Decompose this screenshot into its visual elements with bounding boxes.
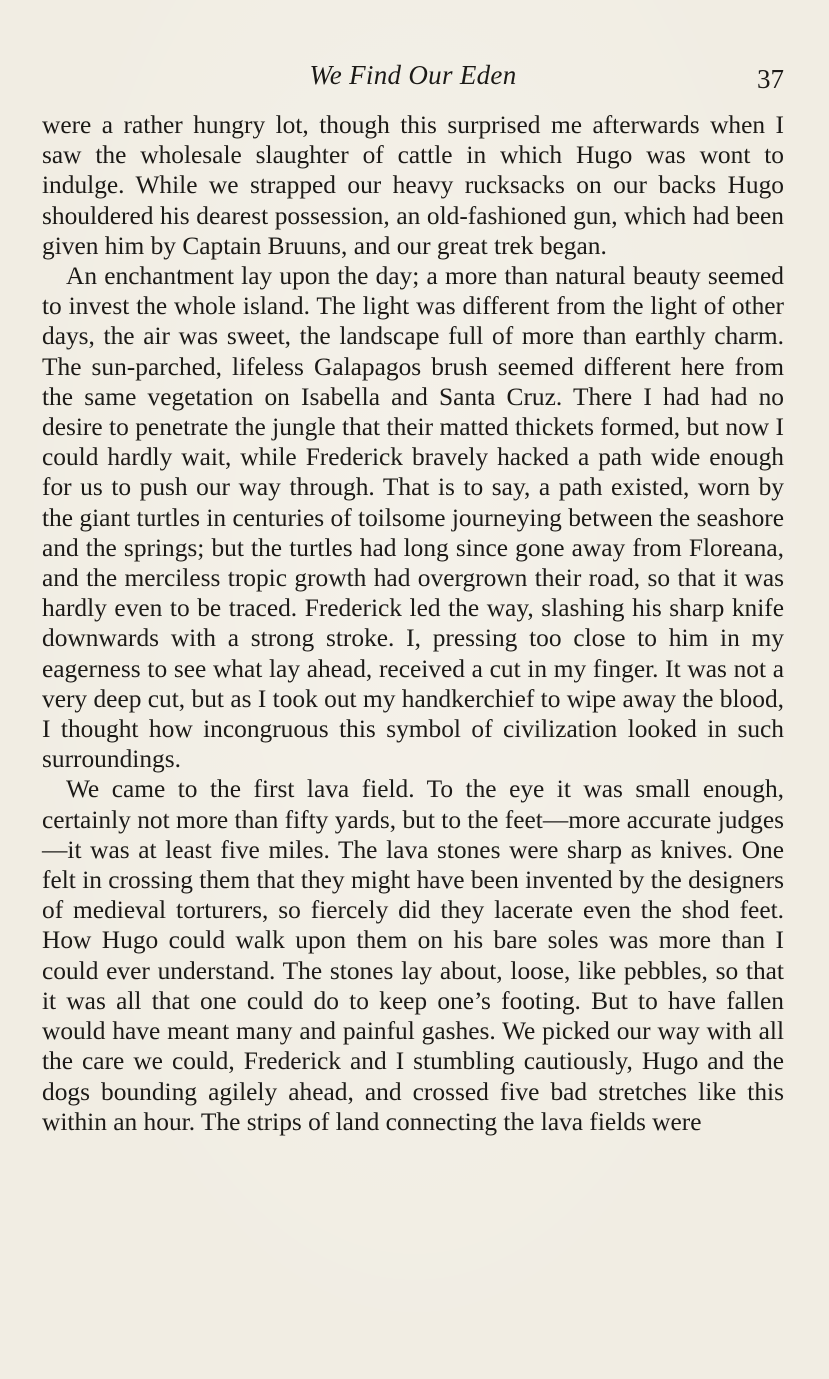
paragraph: We came to the first lava field. To the eye it was small enough, certainly not more than fifty yards, but to the feet—more accurate judges—it was at least five miles. The lava stones were sharp as knives. One felt in crossing them that they might have been invented by the designers of medieval torturers, so fiercely did they lacerate even the shod feet. How Hugo could walk upon them on his bare soles was more than I could ever understand. The stones lay about, loose, like pebbles, so that it was all that one could do to keep one’s footing. But to have fallen would have meant many and painful gashes. We picked our way with all the care we could, Frederick and I stumbling cautiously, Hugo and the dogs bounding agilely ahead, and crossed five bad stretches like this within an hour. The strips of land connecting the lava fields were bbox=[42, 775, 784, 1136]
running-head bbox=[42, 58, 784, 98]
chapter-title: We Find Our Eden bbox=[309, 60, 517, 90]
paragraph-continued: were a rather hungry lot, though this surprised me afterwards when I saw the wholesale slaughter of cattle in which Hugo was wont to indulge. While we strapped our heavy rucksacks on our backs Hugo shouldered his dearest possession, an old-fashioned gun, which had been given him by Captain Bruuns, and our great trek began. bbox=[42, 111, 784, 260]
paragraph: An enchantment lay upon the day; a more than natural beauty seemed to invest the whole island. The light was different from the light of other days, the air was sweet, the landscape full of more than earthly charm. The sun-parched, lifeless Galapagos brush seemed different here from the same vegetation on Isabella and Santa Cruz. There I had had no desire to penetrate the jungle that their matted thickets formed, but now I could hardly wait, while Frederick bravely hacked a path wide enough for us to push our way through. That is to say, a path existed, worn by the giant turtles in centuries of toilsome journeying between the seashore and the springs; but the turtles had long since gone away from Floreana, and the merciless tropic growth had overgrown their road, so that it was hardly even to be traced. Frederick led the way, slashing his sharp knife downwards with a strong stroke. I, pressing too close to him in my eagerness to see what lay ahead, received a cut in my finger. It was not a very deep cut, but as I took out my handkerchief to wipe away the blood, I thought how incongruous this symbol of civilization looked in such surroundings. bbox=[42, 262, 784, 774]
page-number: 37 bbox=[757, 64, 784, 94]
body-text bbox=[42, 110, 784, 1137]
